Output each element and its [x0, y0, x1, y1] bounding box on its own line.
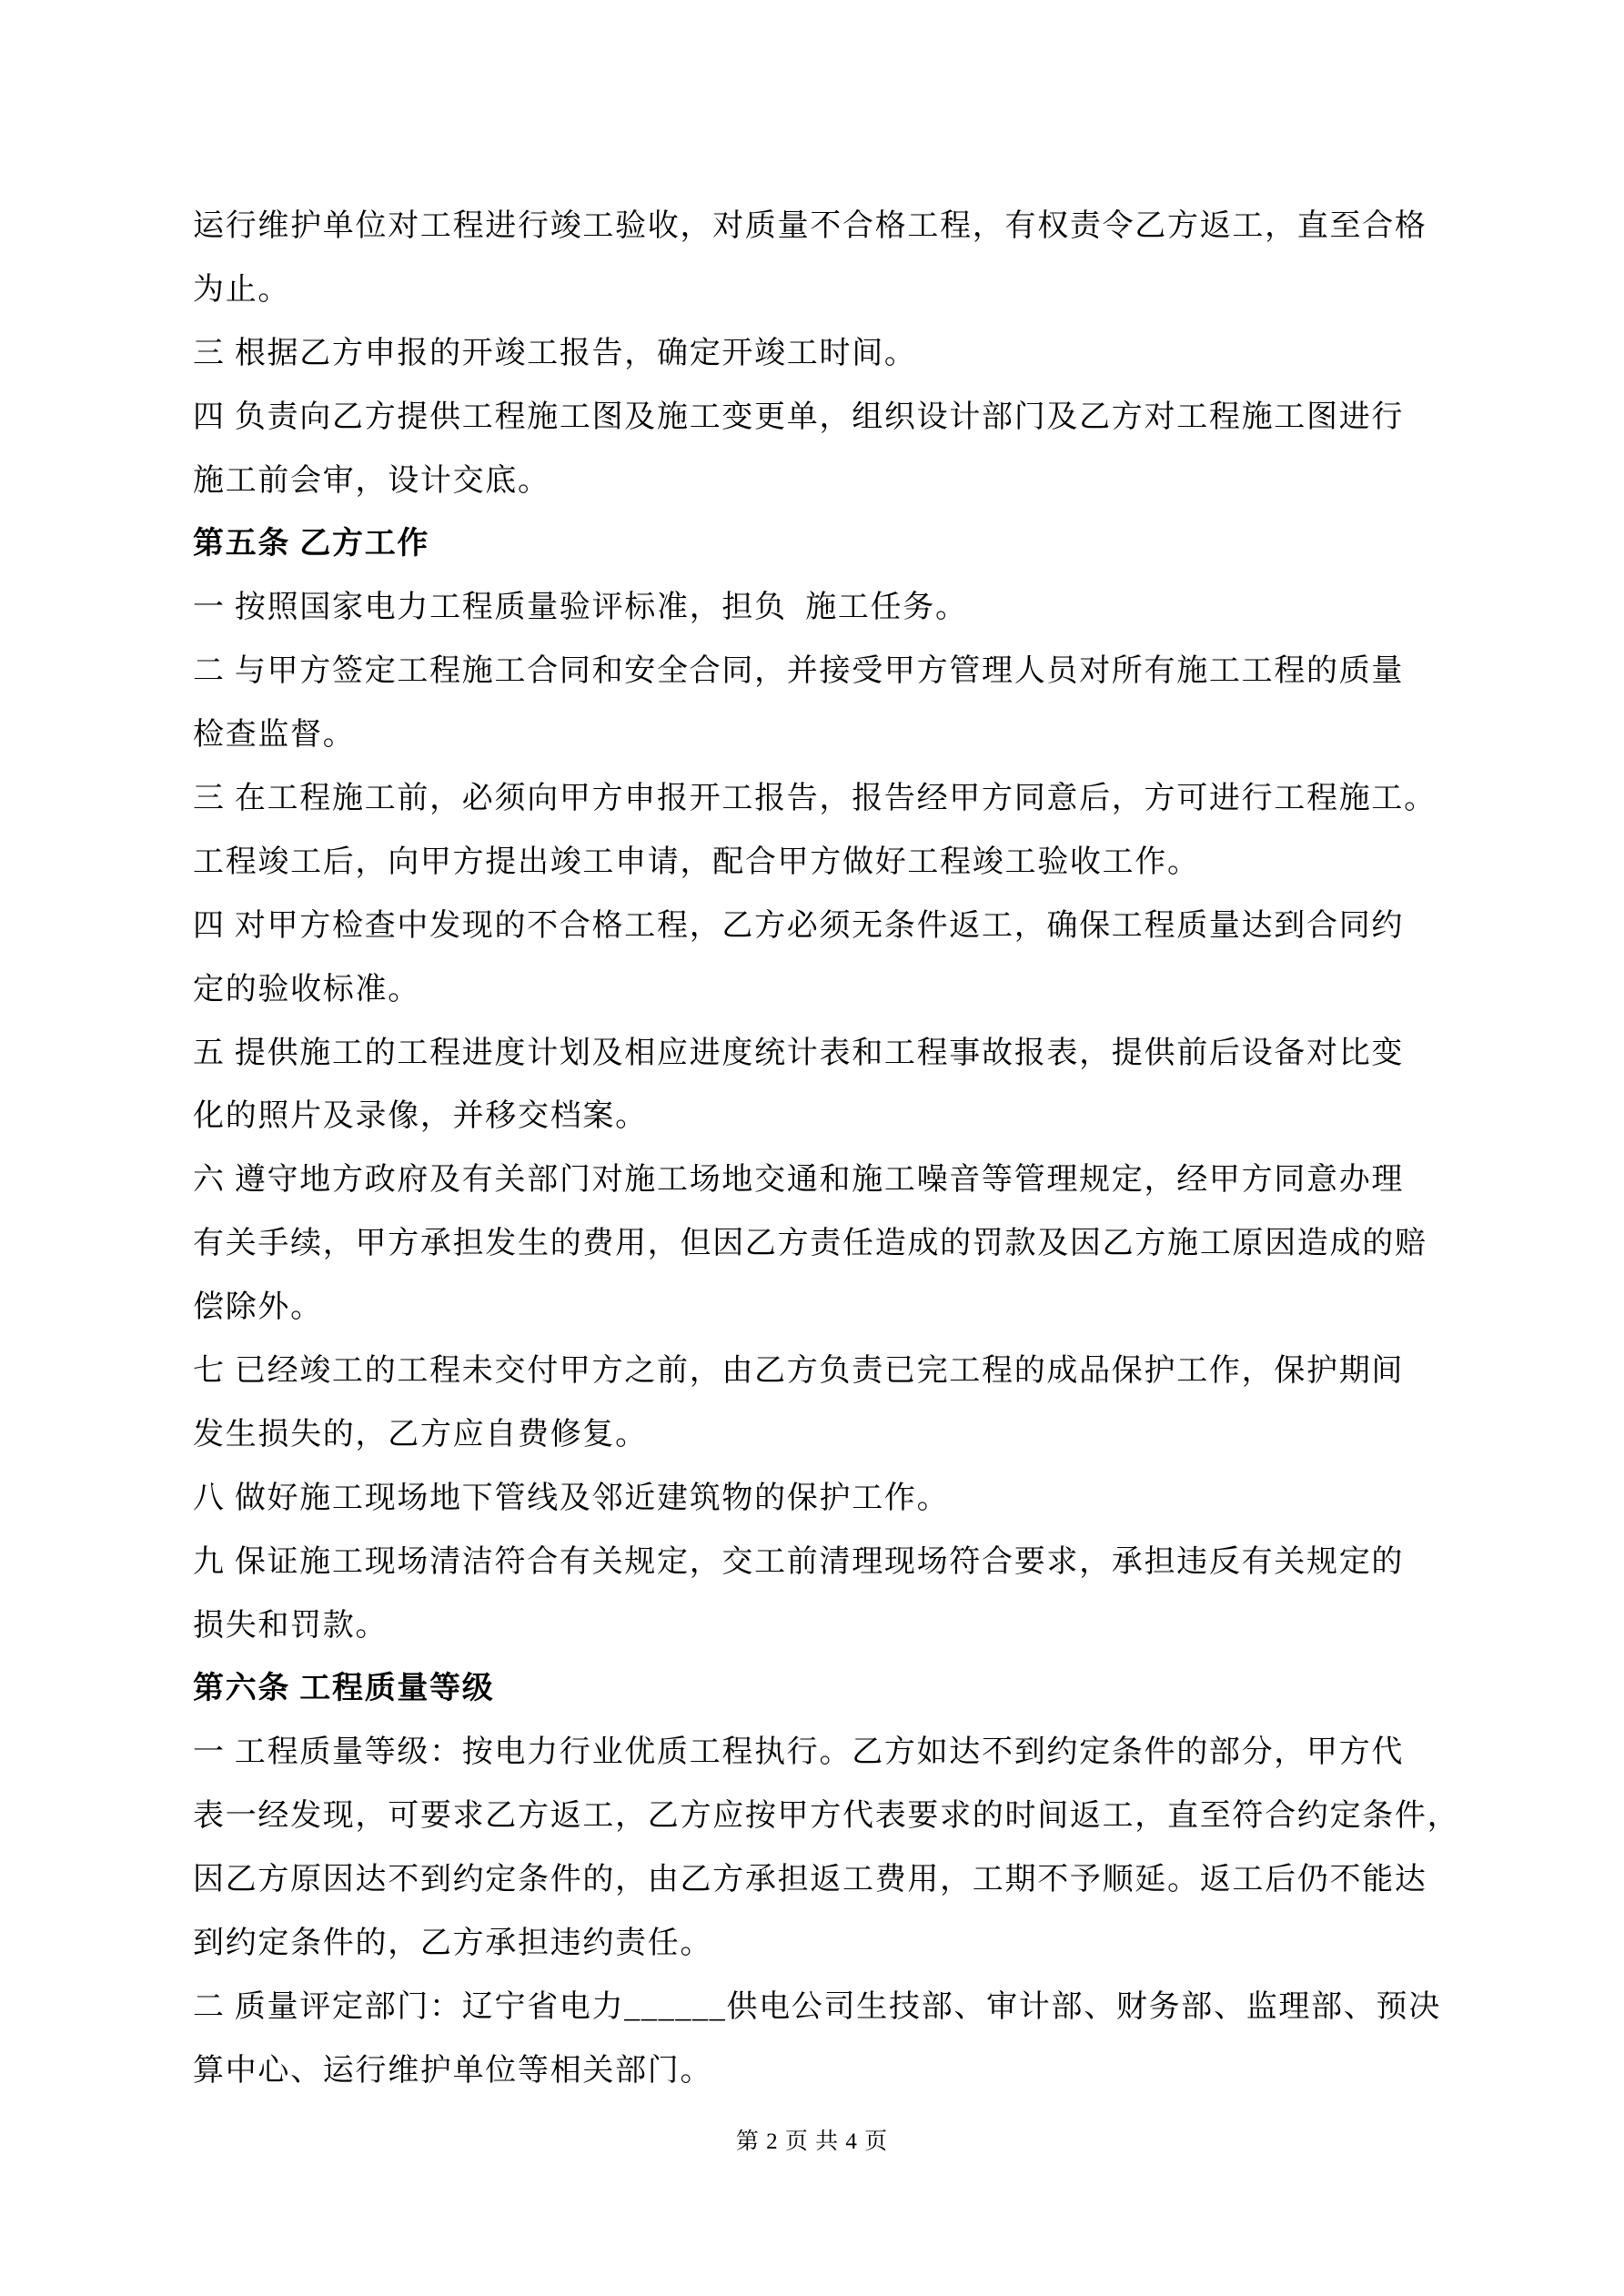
text-line: 发生损失的，乙方应自费修复。: [193, 1417, 648, 1451]
text-line: 有关手续，甲方承担发生的费用，但因乙方责任造成的罚款及因乙方施工原因造成的赔: [193, 1227, 1427, 1261]
text-line: 八 做好施工现场地下管线及邻近建筑物的保护工作。: [193, 1481, 950, 1515]
text-line: 到约定条件的，乙方承担违约责任。: [193, 1927, 713, 1961]
text-line: 施工前会审，设计交底。: [193, 463, 550, 498]
text-line: 偿除外。: [193, 1290, 323, 1325]
text-line: 六 遵守地方政府及有关部门对施工场地交通和施工噪音等管理规定，经甲方同意办理: [193, 1163, 1405, 1198]
text-line: 七 已经竣工的工程未交付甲方之前，由乙方负责已完工程的成品保护工作，保护期间: [193, 1354, 1405, 1389]
text-line: 表一经发现，可要求乙方返工，乙方应按甲方代表要求的时间返工，直至符合约定条件，: [193, 1799, 1460, 1834]
text-line: 三 在工程施工前，必须向甲方申报开工报告，报告经甲方同意后，方可进行工程施工。: [193, 782, 1437, 816]
text-line: 四 负责向乙方提供工程施工图及施工变更单，组织设计部门及乙方对工程施工图进行: [193, 400, 1405, 434]
text-line: 损失和罚款。: [193, 1608, 388, 1643]
text-line: 一 工程质量等级：按电力行业优质工程执行。乙方如达不到约定条件的部分，甲方代: [193, 1735, 1405, 1770]
text-line: 四 对甲方检查中发现的不合格工程，乙方必须无条件返工，确保工程质量达到合同约: [193, 908, 1405, 943]
page-number-footer: 第 2 页 共 4 页: [735, 2129, 889, 2154]
text-line: 算中心、运行维护单位等相关部门。: [193, 2053, 713, 2088]
text-line: 九 保证施工现场清洁符合有关规定，交工前清理现场符合要求，承担违反有关规定的: [193, 1544, 1405, 1579]
text-line: 五 提供施工的工程进度计划及相应进度统计表和工程事故报表，提供前后设备对比变: [193, 1036, 1405, 1070]
section-heading-clause-6: 第六条 工程质量等级: [193, 1672, 495, 1706]
text-line: 三 根据乙方申报的开竣工报告，确定开竣工时间。: [193, 336, 917, 370]
text-line: 二 与甲方签定工程施工合同和安全合同，并接受甲方管理人员对所有施工工程的质量: [193, 654, 1405, 689]
text-line: 为止。: [193, 272, 291, 307]
text-line: 定的验收标准。: [193, 972, 420, 1006]
text-line: 检查监督。: [193, 718, 356, 753]
text-line: 运行维护单位对工程进行竣工验收，对质量不合格工程，有权责令乙方返工，直至合格: [193, 209, 1427, 243]
text-line: 因乙方原因达不到约定条件的，由乙方承担返工费用，工期不予顺延。返工后仍不能达: [193, 1863, 1427, 1897]
text-line: 一 按照国家电力工程质量验评标准，担负 施工任务。: [193, 591, 968, 625]
text-line: 工程竣工后，向甲方提出竣工申请，配合甲方做好工程竣工验收工作。: [193, 845, 1200, 879]
document-body: [193, 195, 1460, 2103]
text-line: 化的照片及录像，并移交档案。: [193, 1099, 648, 1134]
section-heading-clause-5: 第五条 乙方工作: [193, 527, 430, 561]
text-line: 二 质量评定部门：辽宁省电力______供电公司生技部、审计部、财务部、监理部、预决: [193, 1989, 1441, 2024]
